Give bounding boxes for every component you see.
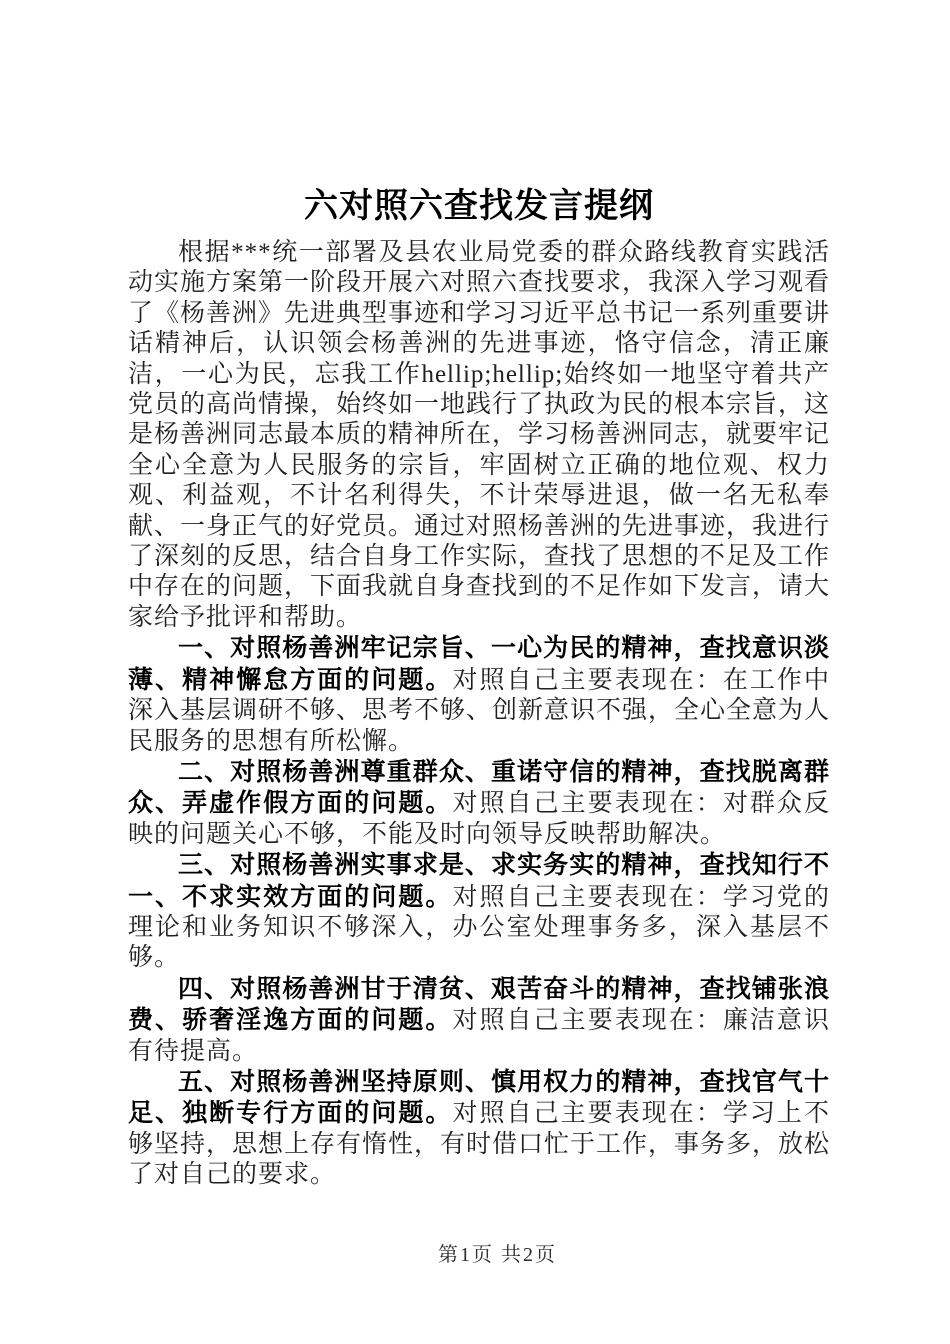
paragraph-lead: 四、对照杨善洲甘于清贫、艰苦奋斗的精神，查找铺张浪费、骄奢淫逸方面的问题。 xyxy=(128,974,830,1035)
paragraph-item-1 xyxy=(128,633,830,757)
page-number-footer: 第1页 共2页 xyxy=(438,1244,557,1266)
paragraph-text: 对照自己主要表现在：学习党的理论和业务知识不够深入，办公室处理事务多，深入基层不够。 xyxy=(128,883,830,972)
paragraph-item-3 xyxy=(128,850,830,974)
paragraph-intro xyxy=(128,238,830,633)
paragraph-item-2 xyxy=(128,757,830,850)
paragraph-text: 对照自己主要表现在：学习上不够坚持，思想上存有惰性，有时借口忙于工作，事务多，放松了对自己的要求。 xyxy=(128,1100,831,1189)
paragraph-lead: 二、对照杨善洲尊重群众、重诺守信的精神，查找脱离群众、弄虚作假方面的问题。 xyxy=(128,757,830,818)
paragraph-item-4 xyxy=(128,974,830,1067)
document-title: 六对照六查找发言提纲 xyxy=(304,188,654,225)
paragraph-text: 根据***统一部署及县农业局党委的群众路线教育实践活动实施方案第一阶段开展六对照六查找要求，我深入学习观看了《杨善洲》先进典型事迹和学习习近平总书记一系列重要讲话精神后，认识领会杨善洲的先进事迹，恪守信念，清正廉洁，一心为民，忘我工作hellip;hellip;始终如一地坚守着共产党员的高尚情操，始终如一地践行了执政为民的根本宗旨，这是杨善洲同志最本质的精神所在，学习杨善洲同志，就要牢记全心全意为人民服务的宗旨，牢固树立正确的地位观、权力观、利益观，不计名利得失，不计荣辱进退，做一名无私奉献、一身正气的好党员。通过对照杨善洲的先进事迹，我进行了深刻的反思，结合自身工作实际，查找了思想的不足及工作中存在的问题，下面我就自身查找到的不足作如下发言，请大家给予批评和帮助。 xyxy=(128,239,831,631)
paragraph-text: 对照自己主要表现在：廉洁意识有待提高。 xyxy=(128,1007,830,1065)
paragraph-lead: 三、对照杨善洲实事求是、求实务实的精神，查找知行不一、不求实效方面的问题。 xyxy=(128,851,830,911)
paragraph-item-5 xyxy=(128,1067,830,1191)
paragraph-text: 对照自己主要表现在：对群众反映的问题关心不够，不能及时向领导反映帮助解决。 xyxy=(128,790,830,848)
paragraph-text: 对照自己主要表现在：在工作中深入基层调研不够、思考不够、创新意识不强，全心全意为人民服务的思想有所松懈。 xyxy=(128,666,831,755)
document-content xyxy=(128,186,830,1191)
paragraph-lead: 一、对照杨善洲牢记宗旨、一心为民的精神，查找意识淡薄、精神懈怠方面的问题。 xyxy=(128,634,830,694)
paragraph-lead: 五、对照杨善洲坚持原则、慎用权力的精神，查找官气十足、独断专行方面的问题。 xyxy=(128,1067,830,1128)
